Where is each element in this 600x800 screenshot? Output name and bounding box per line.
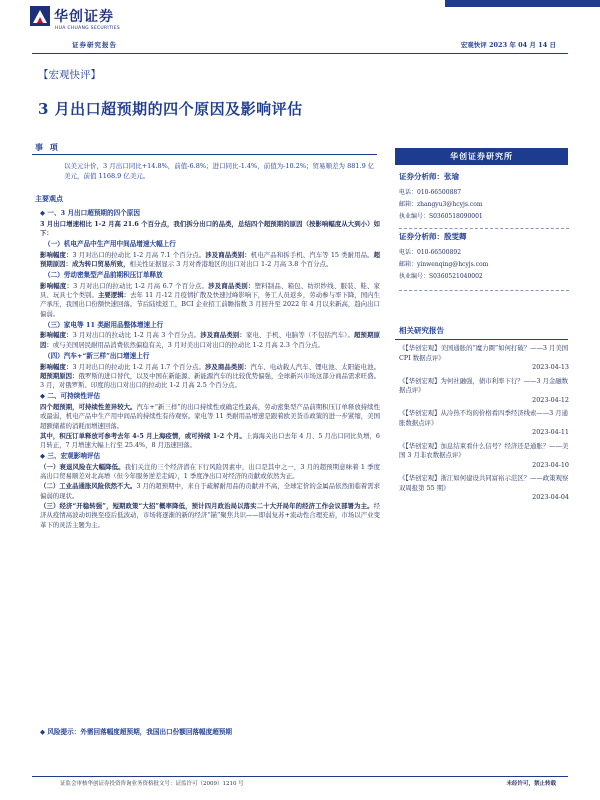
related-report-item[interactable] [399, 344, 569, 373]
summary-text: 以美元计价，3 月出口同比+14.8%，前值-6.8%；进口同比-1.4%，前值为-10.2%；贸易顺差为 881.9 亿美元，前值 1168.9 亿美元。 [64, 162, 375, 181]
logo-text-en: HUA CHUANG SECURITIES [55, 26, 121, 31]
header-divider [32, 53, 568, 54]
analyst-divider [399, 290, 569, 291]
related-reports-list [399, 344, 569, 507]
footer-copyright: 未经许可，禁止转载 [506, 781, 556, 787]
paragraph-3-3: （三）经济“开稳转强”，短期政策“大招”概率降低，预计四月政治局以落实二十大开局年的经济工作会议部署为主。经济从疫情高波动切换至疫后低波动，市场将逐渐的新的经济“锚”聚焦共识——即弱复苏+流动性合理充裕，市场以产业变革下的灵活主题为主。 [40, 502, 380, 529]
section-heading-2: ◆ 二、可持续性评估 [40, 392, 101, 401]
related-report-date: 2023-04-04 [532, 493, 569, 502]
related-report-date: 2023-04-13 [532, 363, 569, 372]
analyst-email[interactable]: 邮箱：zhangyu3@hcyjs.com [399, 200, 483, 208]
analyst-email[interactable]: 邮箱：yinwenqing@hcyjs.com [399, 260, 489, 268]
section-1-intro: 3 月出口增速相比 1-2 月高 21.6 个百分点，我们拆分出口的品类，总结四个超预期的原因（按影响幅度从大到小）如下： [40, 219, 380, 237]
subsection-heading-1-1: （一）机电产品中生产用中间品增速大幅上行 [44, 240, 176, 249]
analyst-card [399, 172, 569, 223]
paragraph-1-4: 影响幅度：3 月对出口的拉动比 1-2 月高 1.7 个百分点。涉及商品类别：汽车、电动载人汽车、锂电池、太阳能电池。超预期原因：俄罗斯的进口替代，以及中国在新能源、新能源汽车的比较优势偏强，全球新兴市场这部分商品需求旺盛。3 月，对俄罗斯、印度的出口对出口的拉动比 1-2 月高 2.5 个百分点。 [40, 362, 381, 390]
related-reports-label: 相关研究报告 [399, 326, 444, 335]
paragraph-2-2: 其中，积压订单释放可参考去年 4-5 月上海疫情，或可持续 1-2 个月。上海海关出口去年 4 月、5 月出口同比负增，6 月转正，7 月增速大幅上行至 25.4%，8 月迅速回落。 [40, 431, 380, 450]
analyst-phone: 电话：010-66500887 [399, 188, 462, 196]
paragraph-2-1: 四个超预期，可持续性差异较大。汽车+“新三样”的出口持续性或确定性最高，劳动密集型产品前期积压订单释放持续性或最弱，机电产品中生产用中间品的持续性有待观察。家电等 11 类耐用品增速是跟着欧美货币政策的进一步紧缩，美国超额储蓄的消耗而增速回落。 [40, 402, 381, 430]
analyst-divider [399, 228, 569, 229]
analyst-name: 证券分析师：张瑜 [399, 172, 459, 181]
section-heading-3: ◆ 三、宏观影响评估 [40, 452, 101, 461]
related-report-title[interactable]: 《【华创宏观】从冷热不均的价格看四季经济线索——3 月通胀数据点评》 [399, 409, 569, 427]
analyst-license: 执业编号：S0360518090001 [399, 212, 483, 220]
related-report-date: 2023-04-11 [532, 428, 569, 437]
risk-warning: ◆ 风险提示：外需回落幅度超预期，我国出口份额回落幅度超预期 [40, 728, 232, 736]
footer-license: 证监会审核华创证券投资咨询业务资格批文号：证监许可（2009）1210 号 [60, 781, 244, 787]
logo-mark-icon [30, 6, 50, 26]
paragraph-3-2: （二）工业品通胀风险依然不大。3 月的超预期中，来自于疏解耐用品的贡献并不高，全球定价的金属品依然面临着需求偏弱的现状。 [40, 482, 380, 500]
section-heading-1: ◆ 一、3 月出口超预期的四个原因 [40, 209, 140, 217]
paragraph-1-2: 影响幅度：3 月对出口的拉动比 1-2 月高 6.7 个百分点。涉及商品类别：塑料制品、箱包、纺织纱线、服装、鞋、家具、玩具七个类别。主要逻辑：去年 11 月-12 月疫情扩散及快速过峰影响下，务工人员返乡，劳动参与率下降，国内生产承压，我国出口份额快速回落。节后陆续返工，BCI 企业招工前瞻指数 3 月回升至 2022 年 4 月以来新高，趋向出口偏弱。 [40, 281, 381, 318]
summary-divider [32, 154, 377, 155]
subsection-heading-1-3: （三）家电等 11 类耐用品整体增速上行 [44, 320, 164, 329]
main-points-label: 主要观点 [35, 194, 63, 203]
paragraph-3-1: （一）衰退风险在大幅降低。我们关注的三个经济潜在下行风险因素中，出口是其中之一，3 月的超预期意味着 1 季度高出口贸易顺差对北高增（但今年服务逆差走阔），1 季度净出口对经济的贡献或依然为正。 [40, 462, 380, 481]
related-report-date: 2023-04-12 [532, 395, 569, 404]
analyst-license: 执业编号：S0360521040002 [399, 272, 483, 280]
related-report-item[interactable] [399, 474, 569, 503]
related-report-item[interactable] [399, 409, 569, 438]
subsection-heading-1-4: （四）汽车+“新三样”出口增速上行 [44, 352, 150, 360]
section-tag: 【宏观快评】 [38, 69, 101, 81]
analyst-name: 证券分析师：殷雯卿 [399, 232, 467, 241]
main-body [40, 207, 380, 531]
company-logo [30, 6, 140, 36]
page-title: 3 月出口超预期的四个原因及影响评估 [38, 100, 303, 118]
related-report-title[interactable]: 《【华创宏观】为何社融强，债市利率下行？——3 月金融数据点评》 [399, 376, 569, 395]
related-report-title[interactable]: 《【华创宏观】美国通胀的“魔力圈”如何打破？——3 月美国 CPI 数据点评》 [399, 344, 569, 362]
summary-label: 事 项 [35, 142, 60, 152]
subsection-heading-1-2: （二）劳动密集型产品前期积压订单释放 [44, 271, 163, 280]
related-reports-divider [395, 339, 568, 340]
logo-text-cn: 华创证券 [54, 9, 114, 25]
institute-name: 华创证券研究所 [450, 151, 513, 161]
header-accent-bar [445, 0, 600, 7]
report-type-label: 证券研究报告 [72, 41, 117, 49]
analyst-phone: 电话：010-66500892 [399, 248, 462, 256]
analyst-card [399, 232, 569, 283]
related-report-title[interactable]: 《【华创宏观】浙江如何建设共同富裕示范区？——政策观察双周报第 55 期》 [399, 474, 569, 492]
footer-divider [32, 776, 568, 777]
paragraph-1-3: 影响幅度：3 月对出口的拉动比 1-2 月高 3 个百分点。涉及商品类别：家电、手机、电脑等（不包括汽车）。超预期原因：或与美国居民耐用品消费依然偏稳有关，3 月对美出口对出口的拉动比 1-2 月高 2.3 个百分点。 [40, 331, 381, 349]
related-report-item[interactable] [399, 377, 569, 406]
report-date: 宏观快评 2023 年 04 月 14 日 [460, 41, 556, 49]
related-report-item[interactable] [399, 442, 569, 471]
related-report-date: 2023-04-10 [532, 460, 569, 469]
related-report-title[interactable]: 《【华创宏观】加息结束看什么信号？经济还是通胀？——美国 3 月非农数据点评》 [399, 441, 569, 460]
paragraph-1-1: 影响幅度：3 月对出口的拉动比 1-2 月高 7.1 个百分点。涉及商品类别：机电产品和拆手机、汽车等 15 类耐用品。超预期原因：成为转口贸易所致，相关性证据显示 3 月对香港地区的出口对出口 1-2 月高 3.8 个百分点。 [40, 250, 381, 268]
